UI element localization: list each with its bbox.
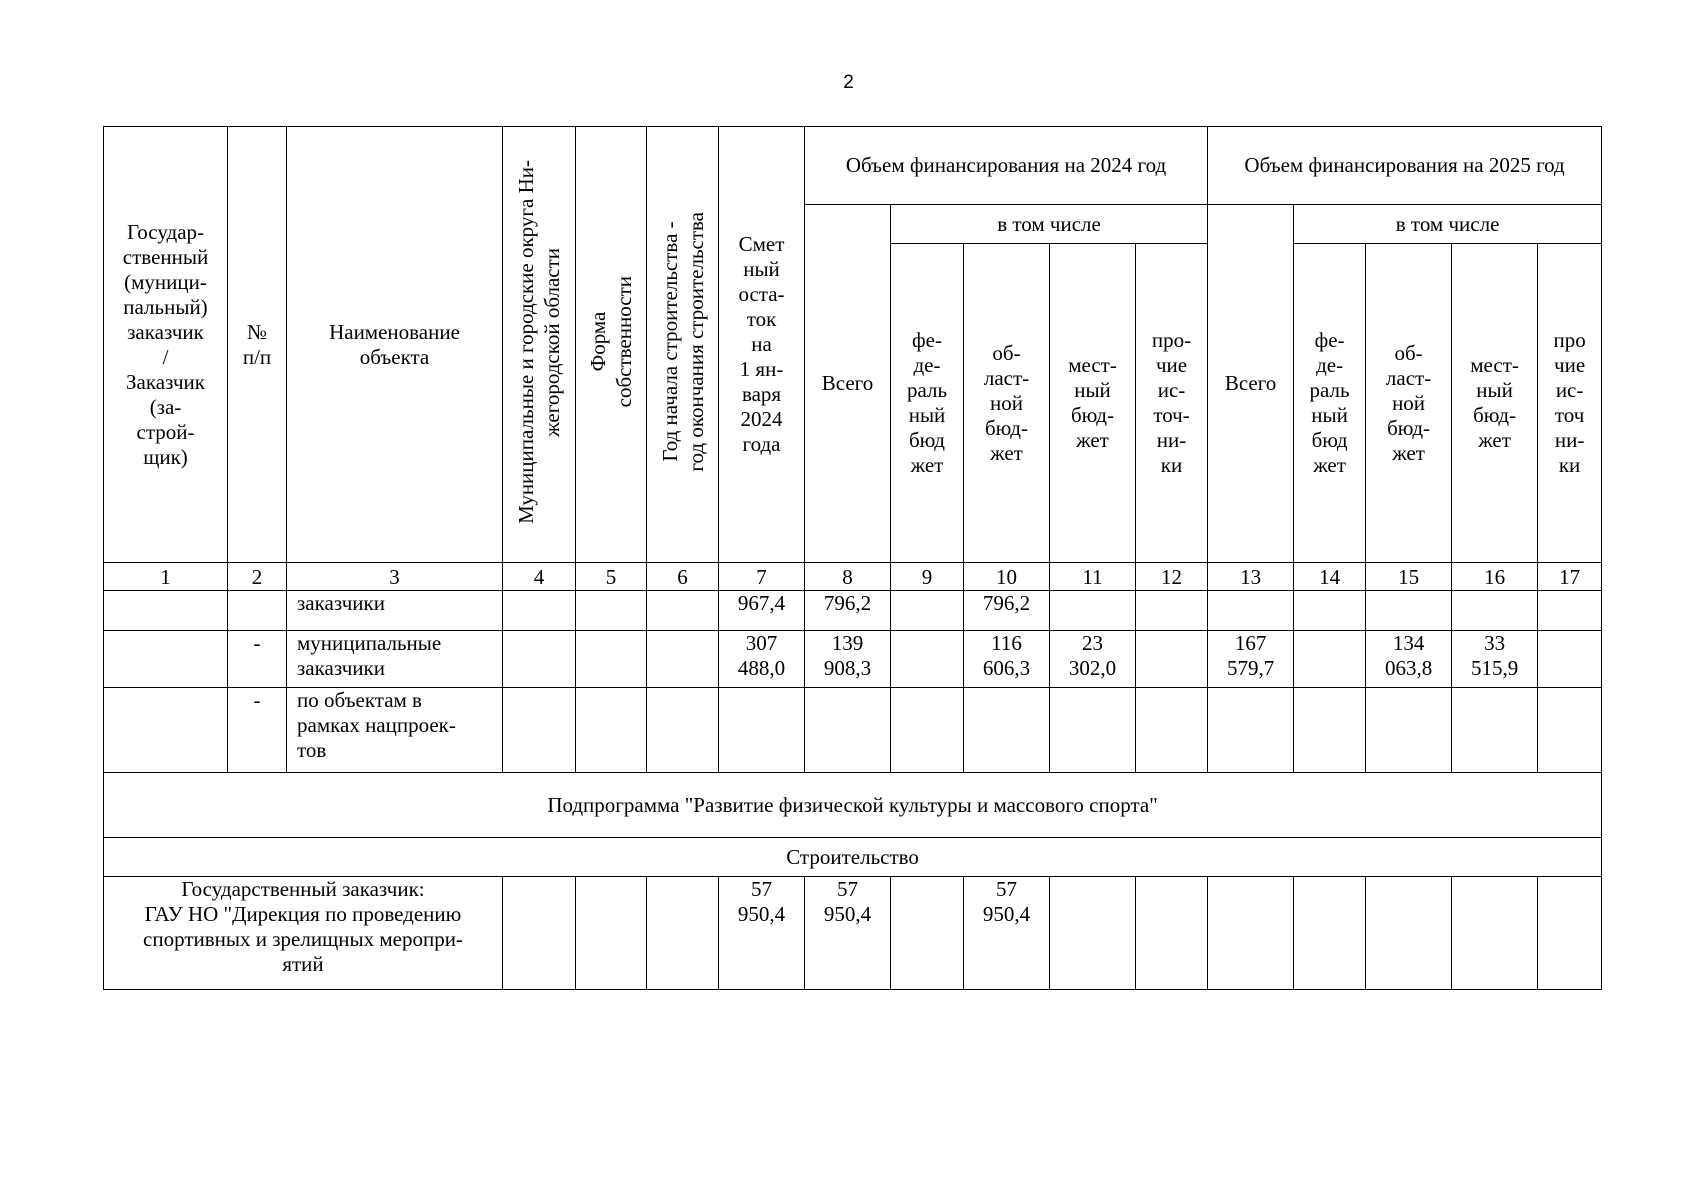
col-num: 13: [1208, 563, 1294, 591]
header-estimate-balance: Смет ный оста- ток на 1 ян- варя 2024 года: [719, 127, 805, 563]
local-2024: 23 302,0: [1050, 631, 1136, 688]
header-local-2024: мест- ный бюд- жет: [1050, 244, 1136, 563]
header-total-2024: Всего: [805, 205, 891, 563]
header-including-2024: в том числе: [891, 205, 1208, 244]
header-number: № п/п: [228, 127, 287, 563]
page-number: 2: [843, 72, 854, 93]
header-years: Год начала строительства - год окончания строительства: [647, 127, 719, 563]
regional-2025: 134 063,8: [1366, 631, 1452, 688]
total-2024: 796,2: [805, 591, 891, 631]
estimate-balance: 967,4: [719, 591, 805, 631]
header-row-1: [104, 127, 1602, 205]
header-total-2025: Всего: [1208, 205, 1294, 563]
row-number: -: [228, 631, 287, 688]
subprogram-title: Подпрограмма "Развитие физической культуры и массового спорта": [104, 773, 1602, 838]
gov-customer-name: Государственный заказчик: ГАУ НО "Дирекция по проведению спортивных и зрелищных меропри- ятий: [104, 877, 503, 990]
column-number-row: [104, 563, 1602, 591]
header-regional-2024: об- ласт- ной бюд- жет: [964, 244, 1050, 563]
table-row: [104, 591, 1602, 631]
total-2024: 139 908,3: [805, 631, 891, 688]
funding-table: [103, 126, 1602, 990]
col-num: 14: [1294, 563, 1366, 591]
col-num: 16: [1452, 563, 1538, 591]
header-other-2025: про чие ис- точ ни- ки: [1538, 244, 1602, 563]
estimate-balance: 307 488,0: [719, 631, 805, 688]
table-row: [104, 688, 1602, 773]
row-number: [228, 591, 287, 631]
regional-2024: 116 606,3: [964, 631, 1050, 688]
header-other-2024: про- чие ис- точ- ни- ки: [1136, 244, 1208, 563]
section-title: Строительство: [104, 838, 1602, 877]
col-num: 1: [104, 563, 228, 591]
header-ownership: Форма собственности: [576, 127, 647, 563]
header-federal-2025: фе- де- раль ный бюд жет: [1294, 244, 1366, 563]
col-num: 4: [503, 563, 576, 591]
local-2025: 33 515,9: [1452, 631, 1538, 688]
header-regional-2025: об- ласт- ной бюд- жет: [1366, 244, 1452, 563]
col-num: 2: [228, 563, 287, 591]
header-funding-2025: Объем финансирования на 2025 год: [1208, 127, 1602, 205]
section-row: [104, 838, 1602, 877]
regional-2024: 796,2: [964, 591, 1050, 631]
header-municipalities: Муниципальные и городские округа Ни- жегородской области: [503, 127, 576, 563]
col-num: 3: [287, 563, 503, 591]
regional-2024: 57 950,4: [964, 877, 1050, 990]
total-2025: 167 579,7: [1208, 631, 1294, 688]
total-2024: 57 950,4: [805, 877, 891, 990]
header-federal-2024: фе- де- раль ный бюд жет: [891, 244, 964, 563]
header-customer: Государ- ственный (муници- пальный) заказчик / Заказчик (за- строй- щик): [104, 127, 228, 563]
header-including-2025: в том числе: [1294, 205, 1602, 244]
col-num: 15: [1366, 563, 1452, 591]
col-num: 9: [891, 563, 964, 591]
col-num: 7: [719, 563, 805, 591]
col-num: 8: [805, 563, 891, 591]
col-num: 10: [964, 563, 1050, 591]
estimate-balance: 57 950,4: [719, 877, 805, 990]
col-num: 17: [1538, 563, 1602, 591]
col-num: 5: [576, 563, 647, 591]
col-num: 12: [1136, 563, 1208, 591]
object-name: по объектам в рамках нацпроек- тов: [287, 688, 503, 773]
table-row: [104, 877, 1602, 990]
col-num: 11: [1050, 563, 1136, 591]
header-funding-2024: Объем финансирования на 2024 год: [805, 127, 1208, 205]
table-row: [104, 631, 1602, 688]
col-num: 6: [647, 563, 719, 591]
header-local-2025: мест- ный бюд- жет: [1452, 244, 1538, 563]
row-number: -: [228, 688, 287, 773]
subprogram-row: [104, 773, 1602, 838]
object-name: муниципальные заказчики: [287, 631, 503, 688]
header-object-name: Наименование объекта: [287, 127, 503, 563]
object-name: заказчики: [287, 591, 503, 631]
